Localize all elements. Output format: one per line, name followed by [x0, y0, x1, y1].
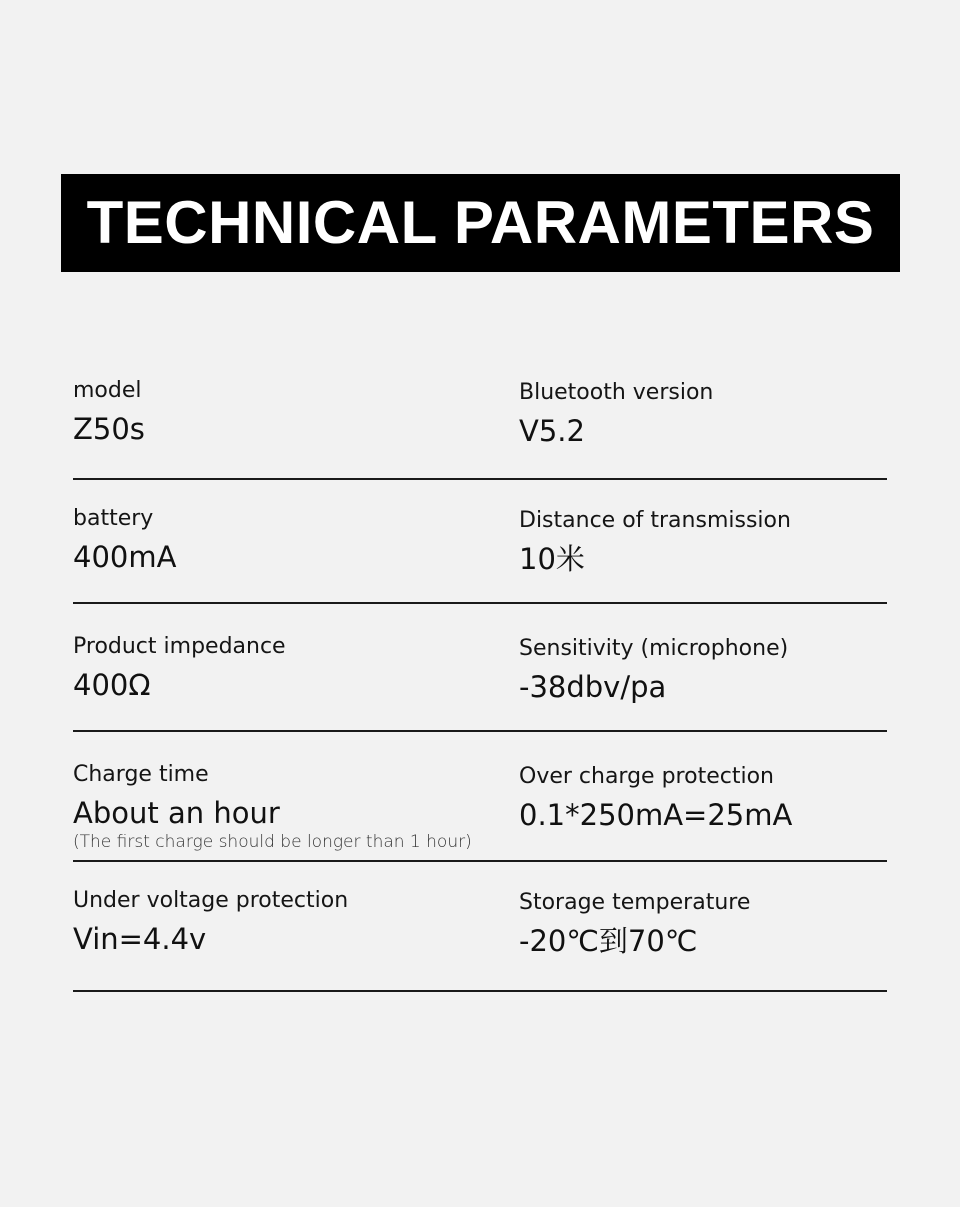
parameter-value: 400Ω — [73, 668, 151, 702]
parameter-cell-under-voltage — [73, 890, 519, 990]
parameter-label: Sensitivity (microphone) — [519, 636, 789, 661]
page-title: TECHNICAL PARAMETERS — [86, 189, 875, 256]
parameter-cell-model — [73, 380, 519, 478]
parameter-label: Over charge protection — [519, 764, 774, 789]
parameters-table — [73, 360, 887, 992]
parameter-row — [73, 862, 887, 992]
parameter-note: (The first charge should be longer than 1 hour) — [73, 832, 472, 852]
parameter-label: Distance of transmission — [519, 508, 791, 533]
parameter-value: -20℃到70℃ — [519, 924, 698, 958]
parameter-row — [73, 360, 887, 480]
parameter-cell-impedance — [73, 636, 519, 730]
title-banner — [61, 174, 900, 272]
parameter-value: Vin=4.4v — [73, 922, 207, 956]
parameter-label: battery — [73, 506, 154, 531]
parameter-cell-storage-temperature — [519, 890, 887, 990]
parameter-label: model — [73, 378, 142, 403]
parameter-cell-sensitivity — [519, 636, 887, 730]
parameter-value: 0.1*250mA=25mA — [519, 798, 793, 832]
parameter-row — [73, 604, 887, 732]
parameter-value: About an hour — [73, 796, 280, 830]
parameter-label: Product impedance — [73, 634, 286, 659]
parameter-value: V5.2 — [519, 414, 585, 448]
parameter-cell-overcharge — [519, 764, 887, 860]
parameter-label: Under voltage protection — [73, 888, 349, 913]
parameter-value: Z50s — [73, 412, 145, 446]
parameter-label: Bluetooth version — [519, 380, 714, 405]
parameter-cell-battery — [73, 508, 519, 602]
parameter-cell-bluetooth-version — [519, 380, 887, 478]
parameter-row — [73, 480, 887, 604]
parameter-cell-charge-time — [73, 764, 519, 860]
parameter-cell-distance — [519, 508, 887, 602]
parameter-label: Charge time — [73, 762, 209, 787]
parameter-value: -38dbv/pa — [519, 670, 667, 704]
parameter-value: 10米 — [519, 542, 585, 576]
parameter-value: 400mA — [73, 540, 177, 574]
parameter-row — [73, 732, 887, 862]
parameter-label: Storage temperature — [519, 890, 751, 915]
